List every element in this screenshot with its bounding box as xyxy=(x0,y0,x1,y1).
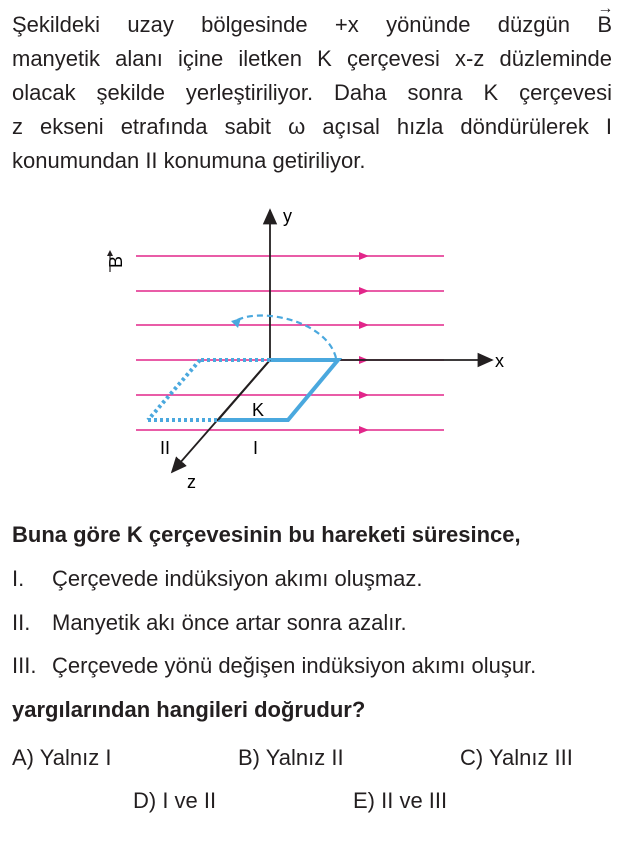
axis-label-x: x xyxy=(495,351,504,371)
intro-line-4: z ekseni etrafında sabit ω açısal hızla döndürülerek I xyxy=(12,114,612,139)
intro-line-1: Şekildeki uzay bölgesinde +x yönünde düzgün → B xyxy=(12,8,612,42)
intro-line-2: manyetik alanı içine iletken K çerçevesi x-z düzleminde xyxy=(12,46,612,71)
rotation-arc-arrowhead xyxy=(231,318,241,328)
field-line xyxy=(136,426,444,434)
question-intro xyxy=(12,8,612,178)
axis-label-y: y xyxy=(283,206,292,226)
question-closing: yargılarından hangileri doğrudur? xyxy=(12,697,366,722)
physics-diagram xyxy=(100,200,510,495)
intro-line-3: olacak şekilde yerleştiriliyor. Daha sonra K çerçevesi xyxy=(12,80,612,105)
position-label-2: II xyxy=(160,438,171,458)
position-label-1: I xyxy=(253,438,259,458)
intro-line-5: konumundan II konumuna getiriliyor. xyxy=(12,148,366,173)
statement-text: Çerçevede indüksiyon akımı oluşmaz. xyxy=(52,566,423,591)
omega-symbol: ω xyxy=(288,114,306,139)
field-label-b: B xyxy=(106,255,126,269)
vector-b-symbol: → B xyxy=(597,8,612,42)
statement-2 xyxy=(12,610,407,636)
statement-number: II. xyxy=(12,610,31,635)
field-label-vector-arrowhead xyxy=(107,250,113,256)
field-line xyxy=(136,252,444,260)
field-line xyxy=(136,321,444,329)
statement-text: Manyetik akı önce artar sonra azalır. xyxy=(52,610,407,635)
question-stem: Buna göre K çerçevesinin bu hareketi süresince, xyxy=(12,522,521,547)
statement-number: I. xyxy=(12,566,25,591)
magnetic-field-lines xyxy=(136,252,444,434)
field-line xyxy=(136,287,444,295)
statement-number: III. xyxy=(12,653,37,678)
axis-label-z: z xyxy=(187,472,196,492)
coordinate-axes xyxy=(172,210,492,472)
statement-1 xyxy=(12,566,423,592)
option-e[interactable]: E) II ve III xyxy=(353,788,448,813)
statement-text: Çerçevede yönü değişen indüksiyon akımı oluşur. xyxy=(52,653,537,678)
option-b[interactable]: B) Yalnız II xyxy=(238,745,344,770)
frame-label-k: K xyxy=(252,400,265,420)
option-a[interactable]: A) Yalnız I xyxy=(12,745,112,770)
option-d[interactable]: D) I ve II xyxy=(133,788,217,813)
field-line xyxy=(136,391,444,399)
frame-k-position-1 xyxy=(218,360,338,420)
statement-3 xyxy=(12,653,536,679)
option-c[interactable]: C) Yalnız III xyxy=(460,745,573,770)
rotation-arc xyxy=(233,316,336,358)
